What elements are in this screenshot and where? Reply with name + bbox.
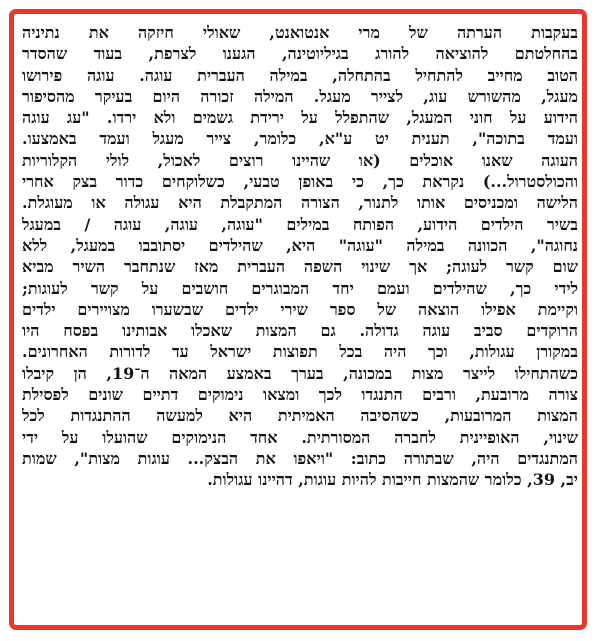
text-line: צורה מרובעת, ורבים התנגדו לכך ומצאו נימוקים דתיים שונים לפסילת xyxy=(22,385,578,405)
text-line: שום קשר לעוגה; אך שינוי השפה העברית מאז שנתחבר השיר מביא xyxy=(22,257,578,277)
text-line: במקורן עגולות, וכך היה בכל תפוצות ישראל עד לדורות האחרונים. xyxy=(22,342,578,362)
text-line: הידוע על חוני המעגל, שהתפלל על ירידת גשמים ולא ירדו. "עג עוגה xyxy=(22,108,578,128)
text-line: העוגה שאנו אוכלים (או שהיינו רוצים לאכול, לולי הקלוריות xyxy=(22,150,578,170)
text-line: הרוקדים סביב עוגה גדולה. גם המצות שאכלו אבותינו בפסח היו xyxy=(22,321,578,341)
text-line: לידי כך, שהילדים ועמם יחד המבוגרים חושבים על קשר לעוגות; xyxy=(22,278,578,298)
text-line: הטוב מחייב להתחיל בהתחלה, במילה העברית עוגה. עוגה פירושו xyxy=(22,65,578,85)
text-line: והכולסטרול...) נקראת כך, כי באופן טבעי, כשלוקחים כדור בצק אחרי xyxy=(22,172,578,192)
text-line: נחוגה", הכוונה במילה "עוגה" היא, שהילדים יסתובבו במעגל, ללא xyxy=(22,235,578,255)
text-line: המצות המרובעות, כשהסיבה האמיתית היא למעשה ההתנגדות לכל xyxy=(22,406,578,426)
text-line: הלישה ומכניסים אותו לתנור, הצורה המתקבלת היא עגולה או מעוגלת. xyxy=(22,193,578,213)
text-line: כשהתחילו לייצר מצות במכונה, בערך באמצע המאה ה־19, הן קיבלו xyxy=(22,363,578,383)
text-line: בעקבות הערתה של מרי אנטואנט, שאולי חיזקה את נתיניה xyxy=(22,23,578,42)
text-line: וקיימת אפילו הוצאה של ספר שירי ילדים שבשערו מצויירים ילדים xyxy=(22,299,578,319)
text-line: שינוי, האופיינית לחברה המסורתית. אחד הנימוקים שהועלו על ידי xyxy=(22,427,578,447)
text-line: בשיר הילדים הידוע, הפותח במילים "עוגה, עוגה, עוגה / במעגל xyxy=(22,214,578,234)
text-line: בהחלטתם להוציאה להורג בגיליוטינה, הגענו לצרפת, בעוד שהסדר xyxy=(22,44,578,64)
text-line: המתנגדים היה, שבתורה כתוב: "ויאפו את הבצק... עוגות מצות", שמות xyxy=(22,448,578,468)
text-line: ועמד בתוכה", תענית יט ע"א, כלומר, צייר מעגל ועמד באמצעו. xyxy=(22,129,578,149)
text-line: יב, 39, כלומר שהמצות חייבות להיות עוגות, דהיינו עגולות. xyxy=(207,470,578,490)
text-line: מעגל, מהשורש עוג, לצייר מעגל. המילה זכורה היום בעיקר מהסיפור xyxy=(22,86,578,106)
article-text xyxy=(22,22,578,622)
